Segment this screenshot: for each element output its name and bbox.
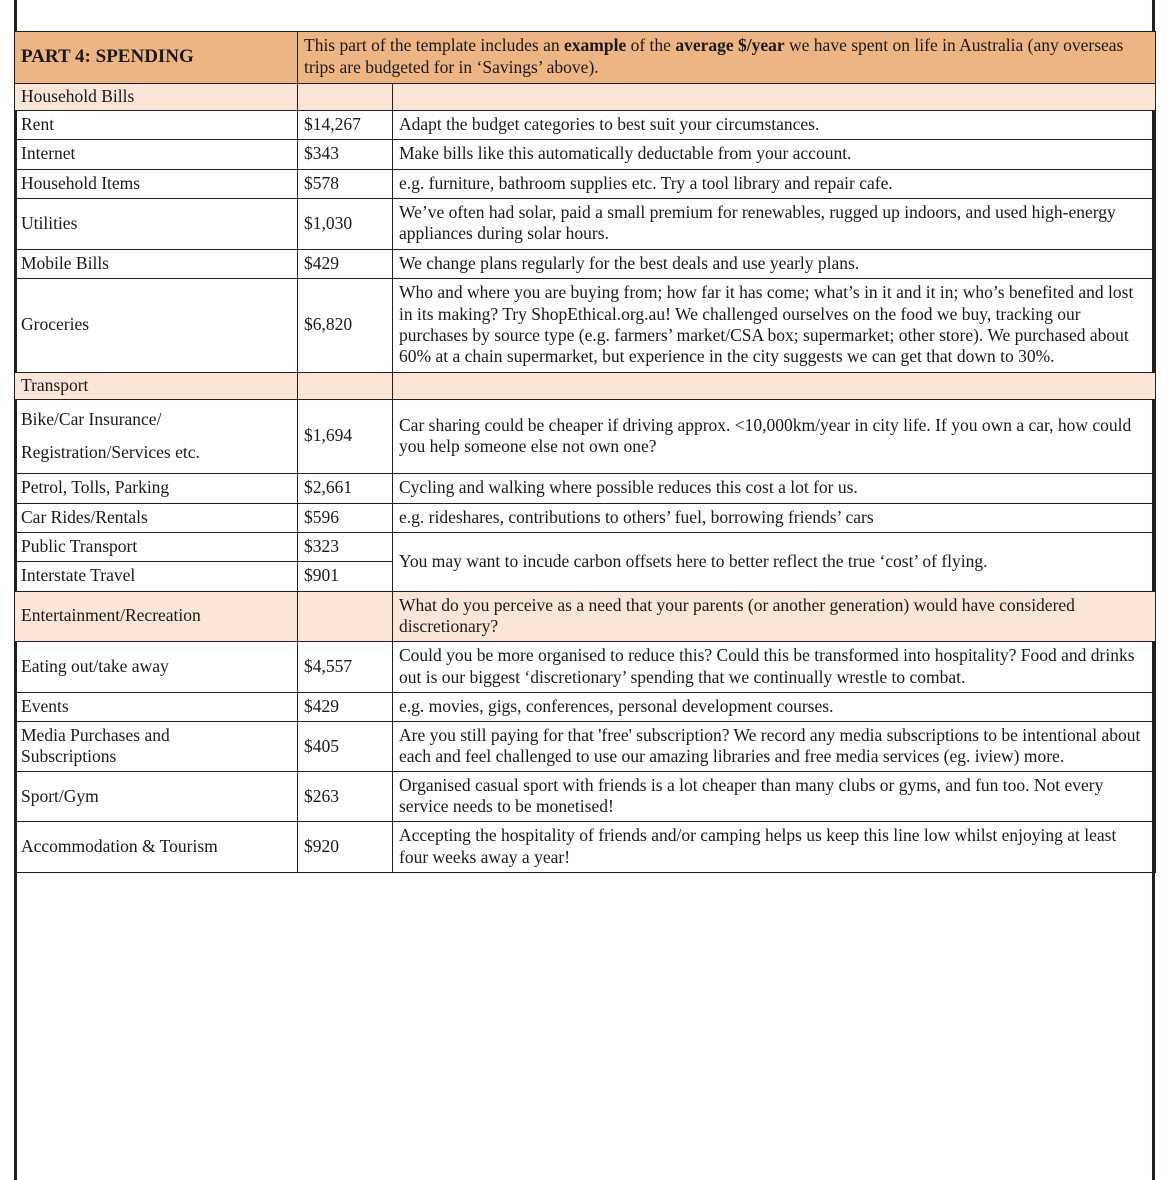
part-desc-bold-average: average $/year xyxy=(675,35,785,55)
table-row xyxy=(15,279,1156,372)
section-heading-amount-empty xyxy=(298,83,393,110)
part-desc-post: we have spent on life in Australia (any overseas trips are budgeted for in ‘Savings’ above). xyxy=(304,35,1124,77)
row-label-internet: Internet xyxy=(15,140,298,169)
row-amount-groceries: $6,820 xyxy=(298,279,393,372)
part-desc-pre: This part of the template includes an xyxy=(304,35,564,55)
section-heading-note-entertainment: What do you perceive as a need that your parents (or another generation) would have considered discretionary? xyxy=(393,591,1156,642)
row-amount-events: $429 xyxy=(298,693,393,722)
row-note-bike-car-insurance: Car sharing could be cheaper if driving approx. <10,000km/year in city life. If you own a car, how could you help someone else not own one? xyxy=(393,399,1156,474)
section-heading-note-empty xyxy=(393,83,1156,110)
spending-budget-table xyxy=(14,31,1156,873)
row-amount-utilities: $1,030 xyxy=(298,199,393,250)
section-heading-entertainment: Entertainment/Recreation xyxy=(15,591,298,642)
row-label-groceries: Groceries xyxy=(15,279,298,372)
row-label-utilities: Utilities xyxy=(15,199,298,250)
row-amount-eating-out: $4,557 xyxy=(298,642,393,693)
row-label-bike-car-insurance xyxy=(15,399,298,474)
row-label-line2: Registration/Services etc. xyxy=(21,442,200,463)
row-note-car-rides-rentals: e.g. rideshares, contributions to others’ fuel, borrowing friends’ cars xyxy=(393,503,1156,532)
row-amount-petrol-tolls-parking: $2,661 xyxy=(298,474,393,503)
row-note-internet: Make bills like this automatically deductable from your account. xyxy=(393,140,1156,169)
row-label-line1: Bike/Car Insurance/ xyxy=(21,408,162,429)
table-row xyxy=(15,140,1156,169)
row-amount-rent: $14,267 xyxy=(298,111,393,140)
table-row xyxy=(15,399,1156,474)
section-heading-amount-empty-transport xyxy=(298,372,393,399)
section-heading-row-transport xyxy=(15,372,1156,399)
row-label-interstate-travel: Interstate Travel xyxy=(15,562,298,591)
row-note-events: e.g. movies, gigs, conferences, personal development courses. xyxy=(393,693,1156,722)
table-row xyxy=(15,693,1156,722)
row-amount-car-rides-rentals: $596 xyxy=(298,503,393,532)
row-note-utilities: We’ve often had solar, paid a small premium for renewables, rugged up indoors, and used high-energy appliances during solar hours. xyxy=(393,199,1156,250)
row-label-line1: Media Purchases and xyxy=(21,725,170,746)
part-header-row xyxy=(15,32,1156,84)
row-amount-media-purchases: $405 xyxy=(298,722,393,772)
table-row xyxy=(15,169,1156,198)
part-desc-mid: of the xyxy=(626,35,676,55)
table-row xyxy=(15,111,1156,140)
section-heading-transport: Transport xyxy=(15,372,298,399)
row-label-car-rides-rentals: Car Rides/Rentals xyxy=(15,503,298,532)
row-label-events: Events xyxy=(15,693,298,722)
table-row xyxy=(15,199,1156,250)
table-row xyxy=(15,474,1156,503)
table-row xyxy=(15,503,1156,532)
row-label-rent: Rent xyxy=(15,111,298,140)
row-amount-mobile-bills: $429 xyxy=(298,249,393,278)
row-note-household-items: e.g. furniture, bathroom supplies etc. Try a tool library and repair cafe. xyxy=(393,169,1156,198)
row-label-public-transport: Public Transport xyxy=(15,533,298,562)
section-heading-row-entertainment xyxy=(15,591,1156,642)
table-row xyxy=(15,249,1156,278)
row-label-sport-gym: Sport/Gym xyxy=(15,772,298,822)
row-amount-internet: $343 xyxy=(298,140,393,169)
row-label-line2: Subscriptions xyxy=(21,746,117,767)
row-amount-interstate-travel: $901 xyxy=(298,562,393,591)
row-label-accommodation-tourism: Accommodation & Tourism xyxy=(15,822,298,873)
row-note-eating-out: Could you be more organised to reduce this? Could this be transformed into hospitality? Food and drinks out is our biggest ‘discretionary’ spending that we continually wrestle to combat. xyxy=(393,642,1156,693)
table-row xyxy=(15,772,1156,822)
table-row xyxy=(15,722,1156,772)
table-row xyxy=(15,822,1156,873)
row-amount-sport-gym: $263 xyxy=(298,772,393,822)
table-row xyxy=(15,642,1156,693)
row-note-travel-merged: You may want to incude carbon offsets here to better reflect the true ‘cost’ of flying. xyxy=(393,533,1156,592)
row-label-media-purchases xyxy=(15,722,298,772)
row-label-household-items: Household Items xyxy=(15,169,298,198)
section-heading-note-empty-transport xyxy=(393,372,1156,399)
row-note-accommodation-tourism: Accepting the hospitality of friends and/or camping helps us keep this line low whilst enjoying at least four weeks away a year! xyxy=(393,822,1156,873)
row-note-rent: Adapt the budget categories to best suit your circumstances. xyxy=(393,111,1156,140)
table-row xyxy=(15,533,1156,562)
row-label-petrol-tolls-parking: Petrol, Tolls, Parking xyxy=(15,474,298,503)
section-heading-household-bills: Household Bills xyxy=(15,83,298,110)
row-note-groceries: Who and where you are buying from; how far it has come; what’s in it and it in; who’s benefited and lost in its making? Try ShopEthical.org.au! We challenged ourselves on the food we buy, tracking our purchases by source type (e.g. farmers’ market/CSA box; supermarket; other store). We purchased about 60% at a chain supermarket, but experience in the city suggests we can get that down to 30%. xyxy=(393,279,1156,372)
row-label-eating-out: Eating out/take away xyxy=(15,642,298,693)
section-heading-row-household-bills xyxy=(15,83,1156,110)
part-description xyxy=(298,32,1156,84)
row-note-media-purchases: Are you still paying for that 'free' subscription? We record any media subscriptions to be intentional about each and feel challenged to use our amazing libraries and free media services (eg. iview) more. xyxy=(393,722,1156,772)
section-heading-amount-empty-entertainment xyxy=(298,591,393,642)
row-amount-household-items: $578 xyxy=(298,169,393,198)
row-label-mobile-bills: Mobile Bills xyxy=(15,249,298,278)
row-amount-accommodation-tourism: $920 xyxy=(298,822,393,873)
part-desc-bold-example: example xyxy=(564,35,627,55)
row-amount-public-transport: $323 xyxy=(298,533,393,562)
row-amount-bike-car-insurance: $1,694 xyxy=(298,399,393,474)
part-title: PART 4: SPENDING xyxy=(15,32,298,84)
row-note-petrol-tolls-parking: Cycling and walking where possible reduces this cost a lot for us. xyxy=(393,474,1156,503)
row-note-sport-gym: Organised casual sport with friends is a lot cheaper than many clubs or gyms, and fun too. Not every service needs to be monetised! xyxy=(393,772,1156,822)
row-note-mobile-bills: We change plans regularly for the best deals and use yearly plans. xyxy=(393,249,1156,278)
